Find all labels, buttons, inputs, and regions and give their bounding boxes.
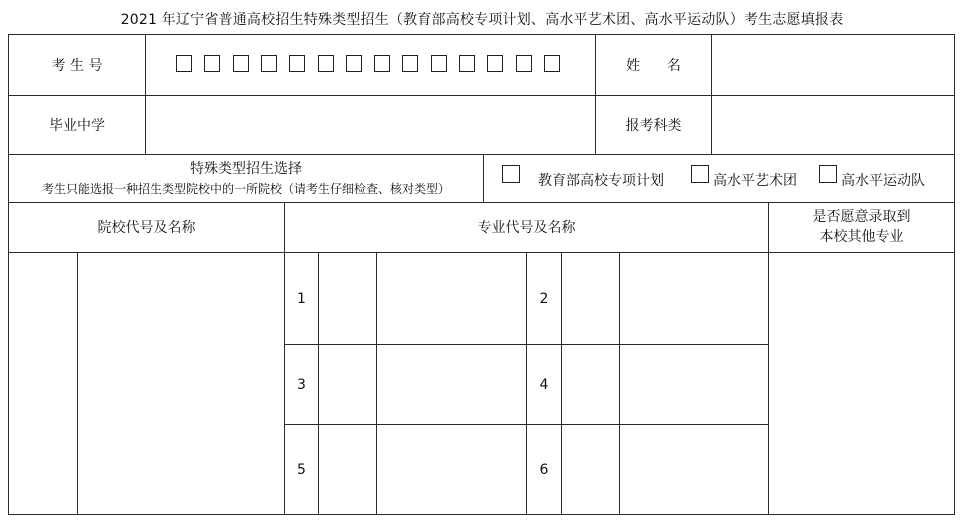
table-border-bottom bbox=[8, 514, 955, 515]
major-code-name-header: 专业代号及名称 bbox=[477, 220, 576, 236]
exam-number-digit-box[interactable] bbox=[431, 55, 447, 72]
major-2-code-field[interactable] bbox=[562, 253, 619, 344]
option-label-special-plan: 教育部高校专项计划 bbox=[538, 173, 664, 189]
exam-number-digit-box[interactable] bbox=[459, 55, 475, 72]
exam-number-digit-box[interactable] bbox=[374, 55, 390, 72]
row-divider bbox=[8, 154, 955, 155]
special-type-note: 考生只能选报一种招生类型院校中的一所院校（请考生仔细检查、核对类型） bbox=[41, 181, 450, 196]
accept-other-major-header-line1: 是否愿意录取到 bbox=[812, 209, 911, 225]
major-number-6: 6 bbox=[539, 461, 549, 478]
major-number-4: 4 bbox=[539, 376, 549, 393]
major-number-1: 1 bbox=[297, 290, 306, 307]
special-type-title: 特殊类型招生选择 bbox=[190, 161, 302, 177]
checkbox-art-troupe[interactable] bbox=[691, 165, 709, 183]
name-field[interactable] bbox=[712, 35, 954, 95]
col-divider bbox=[483, 154, 484, 202]
option-label-sports-team: 高水平运动队 bbox=[841, 173, 925, 189]
exam-subject-field[interactable] bbox=[712, 96, 954, 154]
exam-number-digit-box[interactable] bbox=[402, 55, 418, 72]
exam-number-digit-box[interactable] bbox=[346, 55, 362, 72]
exam-number-digit-box[interactable] bbox=[516, 55, 532, 72]
college-code-field[interactable] bbox=[9, 253, 77, 514]
exam-number-digit-box[interactable] bbox=[176, 55, 192, 72]
major-number-3: 3 bbox=[297, 376, 306, 393]
graduating-school-field[interactable] bbox=[146, 96, 595, 154]
major-1-code-field[interactable] bbox=[319, 253, 376, 344]
major-number-2: 2 bbox=[539, 290, 549, 307]
graduating-school-label: 毕业中学 bbox=[49, 118, 105, 134]
major-3-code-field[interactable] bbox=[319, 345, 376, 424]
major-4-name-field[interactable] bbox=[620, 345, 768, 424]
accept-other-major-header-line2: 本校其他专业 bbox=[819, 229, 904, 245]
exam-number-input[interactable] bbox=[176, 55, 576, 75]
major-5-code-field[interactable] bbox=[319, 425, 376, 514]
table-border-right bbox=[954, 34, 955, 515]
major-4-code-field[interactable] bbox=[562, 345, 619, 424]
major-2-name-field[interactable] bbox=[620, 253, 768, 344]
exam-number-digit-box[interactable] bbox=[261, 55, 277, 72]
option-label-art-troupe: 高水平艺术团 bbox=[713, 173, 797, 189]
exam-number-digit-box[interactable] bbox=[233, 55, 249, 72]
checkbox-sports-team[interactable] bbox=[819, 165, 837, 183]
major-3-name-field[interactable] bbox=[377, 345, 526, 424]
college-name-field[interactable] bbox=[78, 253, 284, 514]
college-code-name-header: 院校代号及名称 bbox=[97, 220, 196, 236]
form-title: 2021 年辽宁省普通高校招生特殊类型招生（教育部高校专项计划、高水平艺术团、高水平运动队）考生志愿填报表 bbox=[120, 12, 844, 28]
exam-number-label: 考 生 号 bbox=[51, 58, 103, 74]
major-6-code-field[interactable] bbox=[562, 425, 619, 514]
exam-number-digit-box[interactable] bbox=[544, 55, 560, 72]
exam-number-digit-box[interactable] bbox=[289, 55, 305, 72]
name-label: 姓 名 bbox=[626, 58, 681, 74]
exam-number-digit-box[interactable] bbox=[318, 55, 334, 72]
exam-number-digit-box[interactable] bbox=[487, 55, 503, 72]
major-5-name-field[interactable] bbox=[377, 425, 526, 514]
checkbox-special-plan[interactable] bbox=[502, 165, 520, 183]
exam-number-digit-box[interactable] bbox=[204, 55, 220, 72]
major-6-name-field[interactable] bbox=[620, 425, 768, 514]
major-number-5: 5 bbox=[297, 461, 306, 478]
accept-other-major-field[interactable] bbox=[769, 253, 954, 514]
exam-subject-label: 报考科类 bbox=[625, 118, 682, 134]
major-1-name-field[interactable] bbox=[377, 253, 526, 344]
